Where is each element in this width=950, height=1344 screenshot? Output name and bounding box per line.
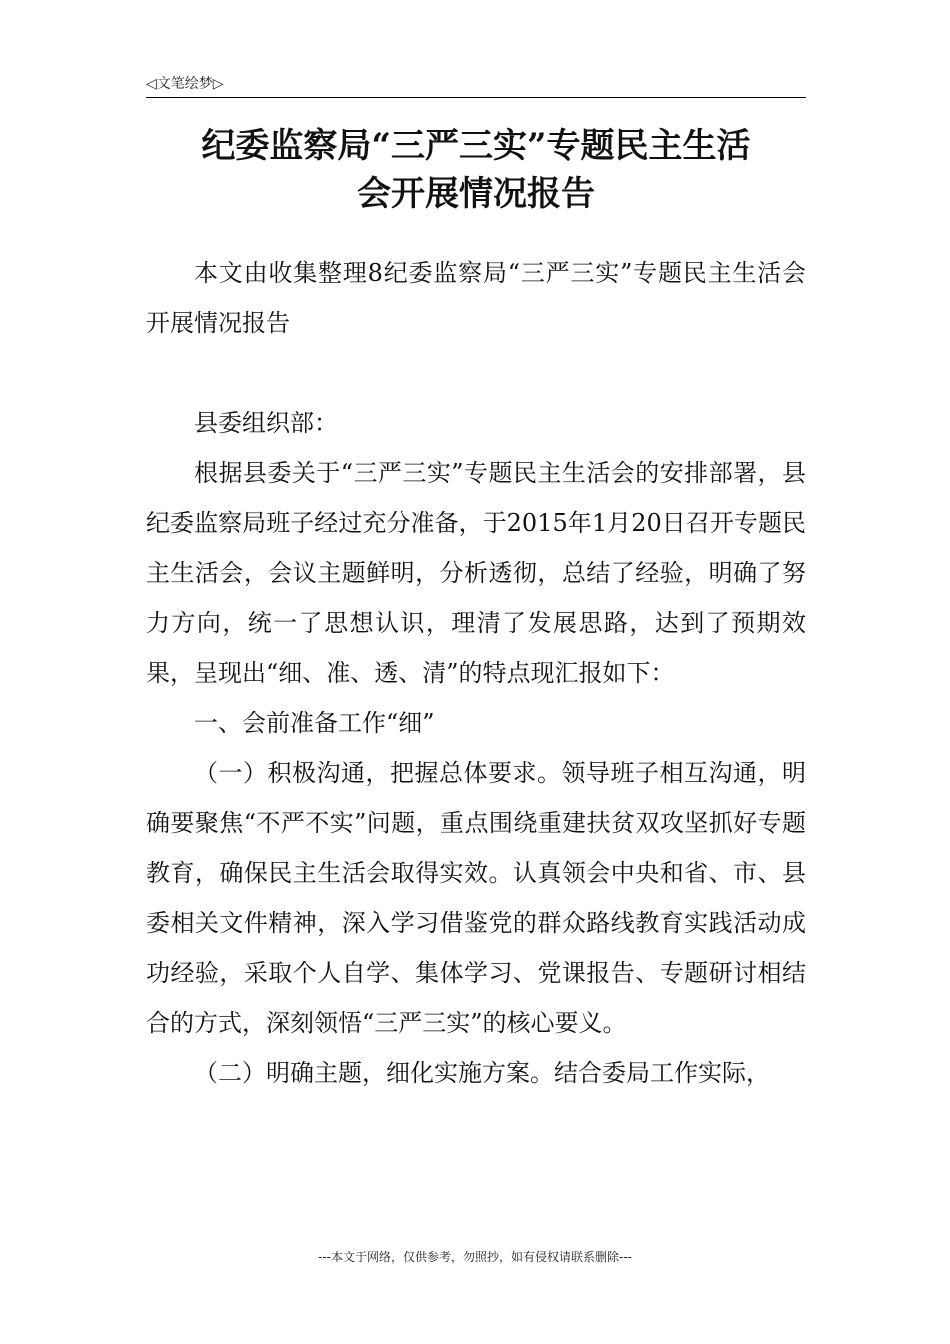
header-divider bbox=[146, 97, 806, 98]
intro-paragraph: 本文由收集整理8纪委监察局“三严三实”专题民主生活会开展情况报告 bbox=[146, 259, 806, 337]
salutation: 县委组织部： bbox=[194, 409, 338, 437]
body-paragraph: （一）积极沟通，把握总体要求。领导班子相互沟通，明确要聚焦“不严不实”问题，重点围绕重建扶贫双攻坚抓好专题教育，确保民主生活会取得实效。认真领会中央和省、市、县委相关文件精神，深入学习借鉴党的群众路线教育实践活动成功经验，采取个人自学、集体学习、党课报告、专题研讨相结合的方式，深刻领悟“三严三实”的核心要义。 bbox=[146, 759, 806, 1037]
document-title bbox=[146, 122, 806, 218]
document-body bbox=[146, 248, 806, 1098]
page-header: ◁文笔绘梦▷ bbox=[146, 76, 224, 92]
title-line-2: 会开展情况报告 bbox=[357, 174, 595, 214]
section-heading: 一、会前准备工作“细” bbox=[194, 709, 435, 737]
body-paragraph: 根据县委关于“三严三实”专题民主生活会的安排部署，县纪委监察局班子经过充分准备，于2015年1月20日召开专题民主生活会，会议主题鲜明，分析透彻，总结了经验，明确了努力方向，统一了思想认识，理清了发展思路，达到了预期效果，呈现出“细、准、透、清”的特点现汇报如下： bbox=[146, 459, 806, 687]
body-paragraph: （二）明确主题，细化实施方案。结合委局工作实际， bbox=[194, 1059, 770, 1087]
page-footer: ---本文于网络，仅供参考，勿照抄，如有侵权请联系删除--- bbox=[318, 1250, 632, 1264]
title-line-1: 纪委监察局“三严三实”专题民主生活 bbox=[201, 126, 751, 166]
